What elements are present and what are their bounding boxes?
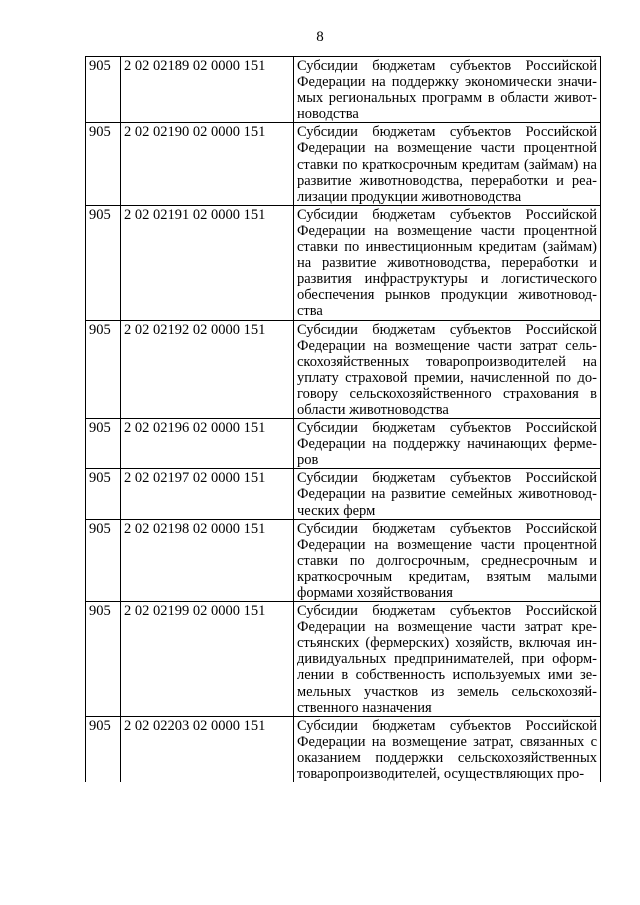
- description-line: Субсидии бюджетам субъектов Российской: [297, 124, 597, 141]
- budget-code-cell: 2 02 02189 02 0000 151: [121, 57, 294, 123]
- description-line: стьянских (фермерских) хозяйств, включая ин-: [297, 635, 597, 652]
- budget-code-cell: 2 02 02203 02 0000 151: [121, 716, 294, 782]
- description-line: уплату страховой премии, начисленной по до-: [297, 369, 597, 386]
- description-line: Федерации на развитие семейных животновод-: [297, 486, 597, 503]
- description-cell: [294, 602, 601, 717]
- budget-code-cell: 2 02 02199 02 0000 151: [121, 602, 294, 717]
- description-line: Федерации на возмещение части затрат сель-: [297, 337, 597, 354]
- description-line: Федерации на возмещение части процентной: [297, 222, 597, 239]
- description-line: Федерации на возмещение части процентной: [297, 140, 597, 157]
- description-line: ства: [297, 303, 323, 320]
- table-row: [86, 519, 601, 601]
- description-line: ставки по инвестиционным кредитам (займам): [297, 239, 597, 256]
- description-cell: [294, 419, 601, 469]
- description-line: Субсидии бюджетам субъектов Российской: [297, 470, 597, 487]
- description-line: Субсидии бюджетам субъектов Российской: [297, 520, 597, 537]
- admin-code-cell: 905: [86, 57, 121, 123]
- description-cell: [294, 469, 601, 519]
- description-line: лении в собственность используемых ими зе-: [297, 667, 597, 684]
- admin-code-cell: 905: [86, 320, 121, 419]
- budget-code-cell: 2 02 02191 02 0000 151: [121, 205, 294, 320]
- description-line: оказанием поддержки сельскохозяйственных: [297, 749, 597, 766]
- description-line: ственного назначения: [297, 699, 432, 716]
- description-line: скохозяйственных товаропроизводителей на: [297, 353, 597, 370]
- description-line: Субсидии бюджетам субъектов Российской: [297, 58, 597, 74]
- description-line: Федерации на возмещение части процентной: [297, 536, 597, 553]
- admin-code-cell: 905: [86, 602, 121, 717]
- description-line: обеспечения рынков продукции животновод-: [297, 287, 597, 304]
- description-cell: [294, 205, 601, 320]
- description-line: лизации продукции животноводства: [297, 188, 522, 205]
- description-line: новодства: [297, 106, 359, 123]
- page-number: 8: [316, 29, 324, 45]
- description-cell: [294, 519, 601, 601]
- admin-code-cell: 905: [86, 469, 121, 519]
- description-line: Субсидии бюджетам субъектов Российской: [297, 420, 597, 437]
- description-line: мых региональных программ в области живот-: [297, 90, 597, 107]
- description-line: Субсидии бюджетам субъектов Российской: [297, 206, 597, 223]
- description-line: Федерации на поддержку начинающих ферме-: [297, 436, 597, 453]
- description-line: Субсидии бюджетам субъектов Российской: [297, 717, 597, 734]
- budget-code-cell: 2 02 02190 02 0000 151: [121, 123, 294, 205]
- table-body: [86, 57, 601, 783]
- description-line: мельных участков из земель сельскохозяй-: [297, 683, 597, 700]
- description-line: области животноводства: [297, 401, 449, 418]
- table-row: [86, 205, 601, 320]
- admin-code-cell: 905: [86, 123, 121, 205]
- description-line: Субсидии бюджетам субъектов Российской: [297, 321, 597, 338]
- admin-code-cell: 905: [86, 205, 121, 320]
- description-line: на развитие животноводства, переработки и: [297, 255, 597, 272]
- description-line: Федерации на возмещение части затрат кре-: [297, 619, 597, 636]
- description-line: развития инфраструктуры и логистического: [297, 271, 597, 288]
- table-row: [86, 716, 601, 782]
- admin-code-cell: 905: [86, 419, 121, 469]
- description-line: формами хозяйствования: [297, 585, 453, 601]
- description-line: ческих ферм: [297, 502, 376, 519]
- description-line: ставки по краткосрочным кредитам (займам) на: [297, 156, 597, 173]
- description-cell: [294, 57, 601, 123]
- description-line: ров: [297, 452, 319, 469]
- description-cell: [294, 716, 601, 782]
- description-line: развитие животноводства, переработки и реа-: [297, 172, 597, 189]
- table-row: [86, 123, 601, 205]
- description-line: Субсидии бюджетам субъектов Российской: [297, 603, 597, 620]
- description-line: Федерации на возмещение затрат, связанных с: [297, 733, 597, 750]
- table-row: [86, 57, 601, 123]
- description-cell: [294, 320, 601, 419]
- table-row: [86, 602, 601, 717]
- budget-code-cell: 2 02 02196 02 0000 151: [121, 419, 294, 469]
- description-cell: [294, 123, 601, 205]
- table-row: [86, 469, 601, 519]
- table-row: [86, 320, 601, 419]
- budget-code-cell: 2 02 02192 02 0000 151: [121, 320, 294, 419]
- description-line: говору сельскохозяйственного страхования в: [297, 385, 597, 402]
- admin-code-cell: 905: [86, 519, 121, 601]
- admin-code-cell: 905: [86, 716, 121, 782]
- description-line: ставки по долгосрочным, среднесрочным и: [297, 552, 597, 569]
- description-line: дивидуальных предпринимателей, при оформ-: [297, 651, 597, 668]
- budget-code-cell: 2 02 02198 02 0000 151: [121, 519, 294, 601]
- description-line: Федерации на поддержку экономически значи-: [297, 74, 597, 91]
- description-line: товаропроизводителей, осуществляющих про-: [297, 766, 585, 783]
- table-row: [86, 419, 601, 469]
- budget-code-cell: 2 02 02197 02 0000 151: [121, 469, 294, 519]
- budget-classification-table: [85, 56, 601, 782]
- description-line: краткосрочным кредитам, взятым малыми: [297, 568, 597, 585]
